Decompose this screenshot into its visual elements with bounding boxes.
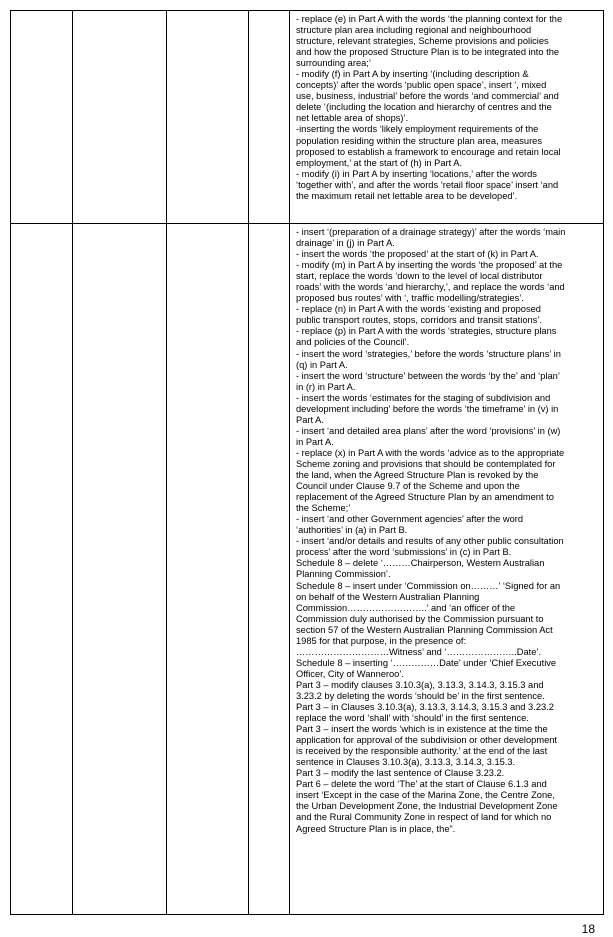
text-line: insert ‘Except in the case of the Marina Zone, the Centre Zone, [296,790,555,801]
text-line: - insert ‘and other Government agencies’ after the word [296,514,524,525]
text-line: process’ after the word ‘submissions’ in (c) in Part B. [296,547,512,558]
text-line: the Scheme;’ [296,503,351,514]
text-line: application for approval of the subdivision or other development [296,735,557,746]
text-line: - modify (f) in Part A by inserting ‘(including description & [296,69,529,80]
text-line: Part 3 – in Clauses 3.10.3(a), 3.13.3, 3.14.3, 3.15.3 and 3.23.2 [296,702,554,713]
text-line: 3.23.2 by deleting the words ‘should be’ in the first sentence. [296,690,545,701]
text-line: - insert the words ‘the proposed’ at the start of (k) in Part A. [296,249,539,260]
text-line: Part A. [296,414,324,425]
text-line: - replace (n) in Part A with the words ‘existing and proposed [296,304,541,315]
table-cell-empty [73,224,167,915]
table-cell-empty [167,11,249,224]
text-line: Council under Clause 9.7 of the Scheme and upon the [296,481,520,492]
text-line: Agreed Structure Plan is in place, the”. [296,823,456,834]
text-line: proposed to establish a framework to encourage and retain local [296,146,561,157]
text-line: the maximum retail net lettable area to be developed’. [296,190,518,201]
text-line: Commission……………………..’ and ‘an officer of the [296,602,516,613]
text-line: Planning Commission’. [296,569,391,580]
text-line: - replace (p) in Part A with the words ‘strategies, structure plans [296,326,557,337]
text-line: the land, when the Agreed Structure Plan is revoked by the [296,470,539,481]
table-cell-empty [249,11,290,224]
text-line: - replace (x) in Part A with the words ‘advice as to the appropriate [296,447,565,458]
modifications-cell [290,11,604,224]
text-line: sentence in Clauses 3.10.3(a), 3.13.3, 3.14.3, 3.15.3. [296,757,516,768]
text-line: ‘authorities’ in (a) in Part B. [296,525,408,536]
text-line: and policies of the Council’. [296,337,410,348]
table-cell-empty [249,224,290,915]
text-line: - modify (i) in Part A by inserting ‘locations,’ after the words [296,168,537,179]
text-line: replace the word ‘shall’ with ‘should’ in the first sentence. [296,713,529,724]
text-line: section 57 of the Western Australian Planning Commission Act [296,624,553,635]
table-cell-empty [167,224,249,915]
text-line: - insert ‘and/or details and results of any other public consultation [296,536,564,547]
text-line: is received by the responsible authority.’ at the end of the last [296,746,548,757]
text-line: - insert ‘and detailed area plans’ after the word ‘provisions’ in (w) [296,425,561,436]
text-line: net lettable area of shops)’. [296,113,409,124]
modifications-cell [290,224,604,915]
text-line: delete ‘(including the location and hierarchy of centres and the [296,102,552,113]
text-line: Part 3 – insert the words ‘which is in existence at the time the [296,724,548,735]
text-line: …………………………Witness’ and ‘…………………..Date’. [296,646,542,657]
modifications-text [296,227,597,835]
text-line: Schedule 8 – delete ‘………Chairperson, Western Australian [296,558,545,569]
text-line: in (r) in Part A. [296,381,356,392]
text-line: public transport routes, stops, corridors and transit stations’. [296,315,542,326]
page-number: 18 [581,922,595,936]
text-line: population residing within the structure plan area, measures [296,135,542,146]
text-line: Part 3 – modify clauses 3.10.3(a), 3.13.3, 3.14.3, 3.15.3 and [296,679,544,690]
text-line: 1985 for that purpose, in the presence of: [296,635,467,646]
text-line: ‘together with’, and after the words ‘retail floor space’ insert ‘and [296,179,559,190]
table-row [11,11,604,224]
amendments-table [10,10,604,915]
text-line: employment,’ at the start of (h) in Part A. [296,157,463,168]
text-line: surrounding area;’ [296,58,371,69]
text-line: on behalf of the Western Australian Planning [296,591,480,602]
text-line: start, replace the words ‘down to the level of local distributor [296,271,543,282]
text-line: Commission duly authorised by the Commission pursuant to [296,613,544,624]
text-line: Schedule 8 – insert under ‘Commission on………’ ‘Signed for an [296,580,561,591]
text-line: and how the proposed Structure Plan is to be integrated into the [296,47,560,58]
text-line: Schedule 8 – inserting ‘……………Date’ under ‘Chief Executive [296,657,557,668]
text-line: in Part A. [296,436,334,447]
table-cell-empty [73,11,167,224]
table-cell-empty [11,11,73,224]
text-line: replacement of the Agreed Structure Plan by an amendment to [296,492,554,503]
text-line: concepts)’ after the words ‘public open space’, insert ‘, mixed [296,80,547,91]
table-row [11,224,604,915]
text-line: structure plan area including regional and neighbourhood [296,25,532,36]
text-line: (q) in Part A. [296,359,348,370]
text-line: - insert ‘(preparation of a drainage strategy)’ after the words ‘main [296,227,566,237]
text-line: use, business, industrial’ before the words ‘and commercial’ and [296,91,559,102]
text-line: -inserting the words ‘likely employment requirements of the [296,124,539,135]
text-line: - modify (m) in Part A by inserting the words ‘the proposed’ at the [296,260,563,271]
text-line: the Urban Development Zone, the Industrial Development Zone [296,801,558,812]
modifications-text [296,14,597,202]
table-cell-empty [11,224,73,915]
text-line: Part 6 – delete the word ‘The’ at the start of Clause 6.1.3 and [296,779,547,790]
text-line: and the Rural Community Zone in respect of land for which no [296,812,552,823]
text-line: development including’ before the words ‘the timeframe’ in (v) in [296,403,559,414]
text-line: Officer, City of Wanneroo’. [296,668,404,679]
text-line: Scheme zoning and provisions that should be contemplated for [296,458,556,469]
text-line: - insert the word ‘structure’ between the words ‘by the’ and ‘plan’ [296,370,560,381]
text-line: - replace (e) in Part A with the words ‘the planning context for the [296,14,563,24]
text-line: - insert the word ‘strategies,’ before the words ‘structure plans’ in [296,348,561,359]
text-line: proposed bus routes’ with ‘, traffic modelling/strategies’. [296,293,524,304]
text-line: drainage’ in (j) in Part A. [296,238,395,249]
text-line: roads’ with the words ‘and hierarchy,’, and replace the words ‘and [296,282,565,293]
text-line: structure, relevant strategies, Scheme provisions and policies [296,36,549,47]
text-line: Part 3 – modify the last sentence of Clause 3.23.2. [296,768,505,779]
text-line: - insert the words ‘estimates for the staging of subdivision and [296,392,551,403]
